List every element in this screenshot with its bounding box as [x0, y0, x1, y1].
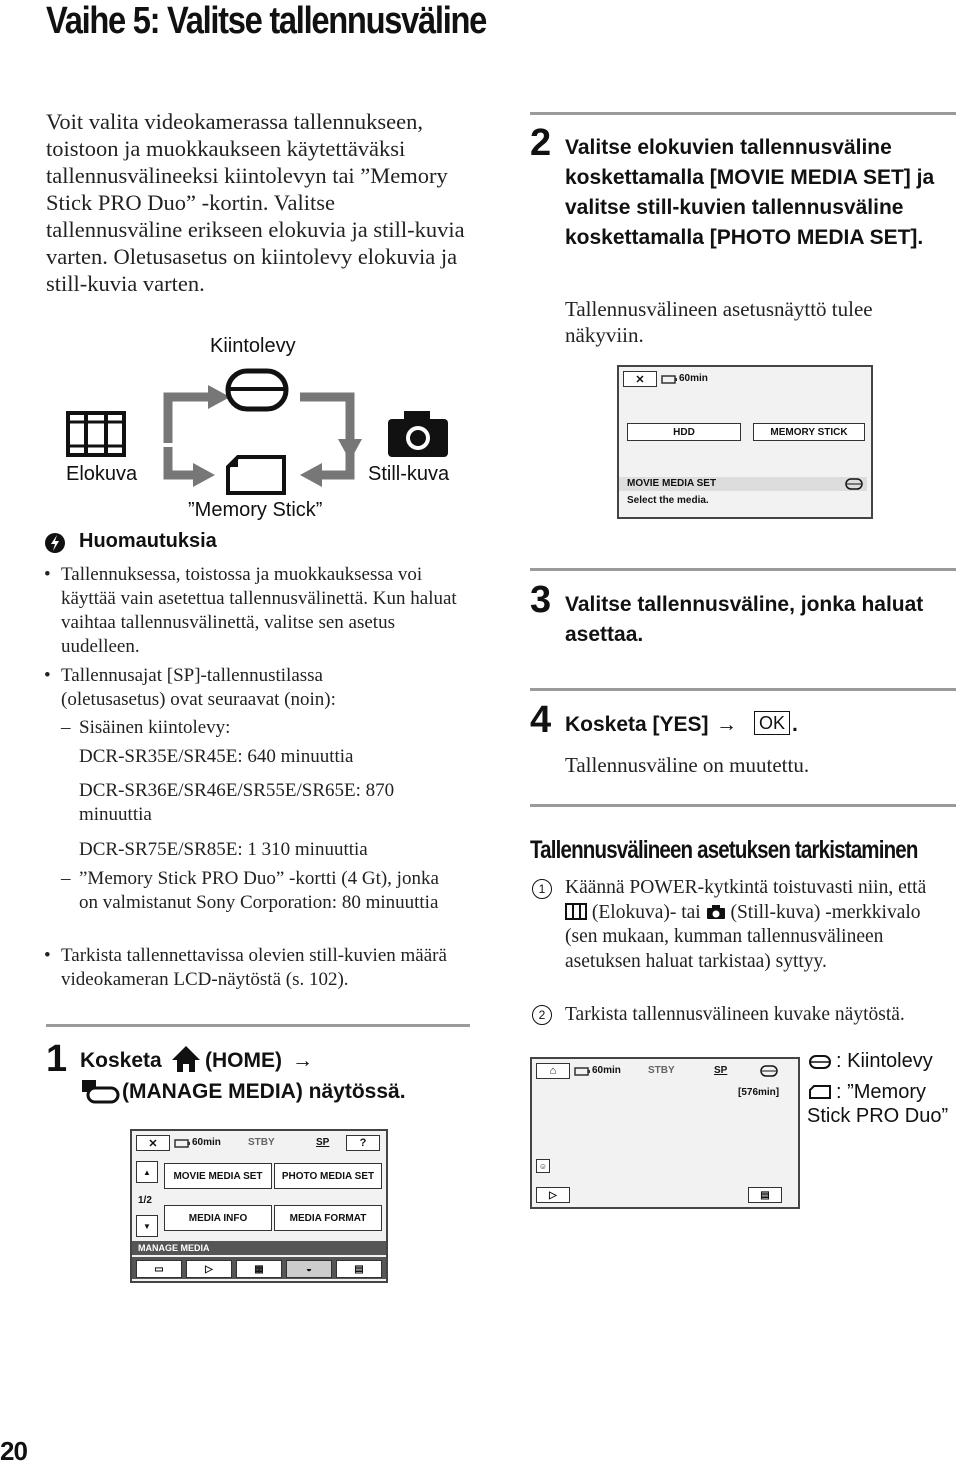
step1-text-c: (MANAGE MEDIA) näytössä.: [122, 1080, 406, 1103]
arrow-icon: →: [292, 1049, 313, 1072]
manage-media-category-icon[interactable]: ◒: [286, 1260, 332, 1278]
check-item-2: Tarkista tallennusvälineen kuvake näytöstä.: [565, 1004, 905, 1025]
media-format-button[interactable]: MEDIA FORMAT: [274, 1205, 382, 1231]
arrow-icon: →: [716, 713, 737, 736]
hdd-button[interactable]: HDD: [627, 423, 741, 441]
legend-hdd: : Kiintolevy: [836, 1050, 933, 1072]
standby-status: STBY: [248, 1137, 275, 1148]
legend-memory-stick: : ”Memory Stick PRO Duo”: [807, 1081, 949, 1127]
step2-number: 2: [530, 122, 552, 164]
manage-media-icon: [80, 1078, 120, 1106]
note-model-3: DCR-SR75E/SR85E: 1 310 minuuttia: [79, 839, 368, 860]
step-circle-1: 1: [532, 879, 552, 899]
step3-heading: Valitse tallennusväline, jonka haluat asettaa.: [565, 593, 924, 646]
hdd-icon: [760, 1065, 778, 1077]
note-model-1: DCR-SR35E/SR45E: 640 minuuttia: [79, 746, 354, 767]
camera-icon: [706, 904, 726, 920]
movie-media-set-button[interactable]: MOVIE MEDIA SET: [164, 1163, 272, 1189]
check-item-1-text-b: (Elokuva)- tai: [591, 901, 701, 923]
memory-stick-label: ”Memory Stick”: [188, 499, 323, 521]
close-button[interactable]: ✕: [623, 371, 657, 387]
notes-icon: [44, 532, 66, 554]
option-button[interactable]: ▤: [748, 1187, 782, 1203]
divider: [530, 568, 956, 571]
page-number: 20: [0, 1436, 27, 1466]
film-icon: [64, 409, 128, 459]
memory-stick-button[interactable]: MEMORY STICK: [753, 423, 865, 441]
movie-label: Elokuva: [66, 463, 138, 485]
ok-button-icon: OK: [754, 711, 790, 735]
page-title: Vaihe 5: Valitse tallennusväline: [46, 0, 487, 42]
dash-marker: –: [61, 868, 71, 889]
select-media-message: Select the media.: [627, 495, 709, 506]
notes-heading: Huomautuksia: [79, 530, 217, 552]
check-item-1-text-c: (Still-kuva) -merkkivalo (sen mukaan, kumman tallennusvälineen asetuksen haluat tarkistaa) syttyy.: [565, 901, 921, 972]
step1-text-b: (HOME): [205, 1049, 282, 1072]
check-item-1-text-a: Käännä POWER-kytkintä toistuvasti niin, että: [565, 877, 927, 898]
film-icon: [565, 903, 587, 920]
home-button[interactable]: ⌂: [536, 1063, 570, 1079]
divider: [530, 112, 956, 115]
bullet-dot: •: [44, 564, 51, 585]
check-item-1: [565, 876, 945, 974]
remaining-time: [576min]: [738, 1087, 780, 1098]
note-bullet-3: Tarkista tallennettavissa olevien still-kuvien määrä videokameran LCD-näytöstä (s. 102).: [61, 945, 447, 990]
note-dash-1: Sisäinen kiintolevy:: [79, 717, 231, 738]
note-dash-2: ”Memory Stick PRO Duo” -kortti (4 Gt), jonka on valmistanut Sony Corporation: 80 minuuttia: [79, 868, 439, 913]
dash-marker: –: [61, 717, 71, 738]
scroll-up-button[interactable]: ▲: [136, 1161, 158, 1183]
settings-category-icon[interactable]: ▤: [336, 1260, 382, 1278]
intro-paragraph: Voit valita videokamerassa tallennukseen, toistoon ja muokkaukseen käytettäväksi tallennusvälineeksi kiintolevyn tai ”Memory Stick PRO Duo” -kortin. Valitse tallennusväline erikseen elokuvia ja still-kuvia varten. Oletusasetus on kiintolevy elokuvia ja still-kuvia varten.: [46, 109, 465, 296]
step1-number: 1: [46, 1038, 68, 1080]
bullet-dot: •: [44, 665, 51, 686]
step2-heading: Valitse elokuvien tallennusväline koskettamalla [MOVIE MEDIA SET] ja valitse still-kuvien tallennusväline koskettamalla [PHOTO MEDIA SET].: [565, 136, 935, 249]
step4-text-a: Kosketa [YES]: [565, 713, 709, 736]
help-button[interactable]: ?: [346, 1135, 380, 1151]
lcd-screen-home: [130, 1129, 388, 1283]
battery-icon: [574, 1067, 590, 1076]
photo-media-set-button[interactable]: PHOTO MEDIA SET: [274, 1163, 382, 1189]
lcd-screen-status: [530, 1057, 800, 1209]
camera-category-icon[interactable]: ▭: [136, 1260, 182, 1278]
battery-remaining: 60min: [679, 373, 708, 384]
step4-number: 4: [530, 699, 552, 741]
step1-text-a: Kosketa: [80, 1049, 162, 1072]
face-index-icon[interactable]: ☺: [536, 1159, 550, 1173]
manage-media-bar: MANAGE MEDIA: [132, 1241, 386, 1255]
battery-remaining: 60min: [592, 1065, 621, 1076]
movie-media-set-bar: MOVIE MEDIA SET: [619, 477, 867, 491]
still-label: Still-kuva: [368, 463, 450, 485]
step4-body: Tallennusväline on muutettu.: [565, 753, 810, 777]
page-indicator: 1/2: [138, 1195, 152, 1206]
media-diagram: [60, 335, 470, 530]
sp-mode: SP: [714, 1065, 728, 1076]
check-heading: Tallennusvälineen asetuksen tarkistaminen: [530, 836, 918, 864]
note-model-2: DCR-SR36E/SR46E/SR55E/SR65E: 870 minuuttia: [79, 780, 395, 825]
divider: [530, 804, 956, 807]
step3-number: 3: [530, 579, 552, 621]
others-category-icon[interactable]: ▦: [236, 1260, 282, 1278]
lcd-screen-movie-media-set: [617, 365, 873, 519]
step-circle-2: 2: [532, 1005, 552, 1025]
camera-icon: [386, 407, 450, 459]
view-images-button[interactable]: ▷: [536, 1187, 570, 1203]
divider: [530, 688, 956, 691]
note-bullet-2: Tallennusajat [SP]-tallennustilassa (oletusasetus) ovat seuraavat (noin):: [61, 665, 336, 710]
media-info-button[interactable]: MEDIA INFO: [164, 1205, 272, 1231]
hdd-icon: [224, 367, 290, 413]
memory-stick-icon: [224, 453, 288, 497]
playback-category-icon[interactable]: ▷: [186, 1260, 232, 1278]
battery-icon: [174, 1139, 190, 1148]
battery-icon: [661, 375, 677, 384]
hdd-icon: [808, 1054, 832, 1070]
note-bullet-1: Tallennuksessa, toistossa ja muokkauksessa voi käyttää vain asetettua tallennusvälinettä. Kun haluat vaihtaa tallennusvälinettä, valitse sen asetus uudelleen.: [61, 564, 457, 657]
bullet-dot: •: [44, 945, 51, 966]
home-icon: [170, 1044, 202, 1074]
battery-remaining: 60min: [192, 1137, 221, 1148]
divider: [46, 1024, 470, 1027]
hdd-label: Kiintolevy: [210, 335, 296, 357]
scroll-down-button[interactable]: ▼: [136, 1215, 158, 1237]
standby-status: STBY: [648, 1065, 675, 1076]
close-button[interactable]: ✕: [136, 1135, 170, 1151]
sp-mode: SP: [316, 1137, 330, 1148]
step4-text-b: .: [792, 713, 798, 736]
hdd-icon: [845, 478, 863, 490]
step2-body: Tallennusvälineen asetusnäyttö tulee näkyviin.: [565, 297, 873, 347]
